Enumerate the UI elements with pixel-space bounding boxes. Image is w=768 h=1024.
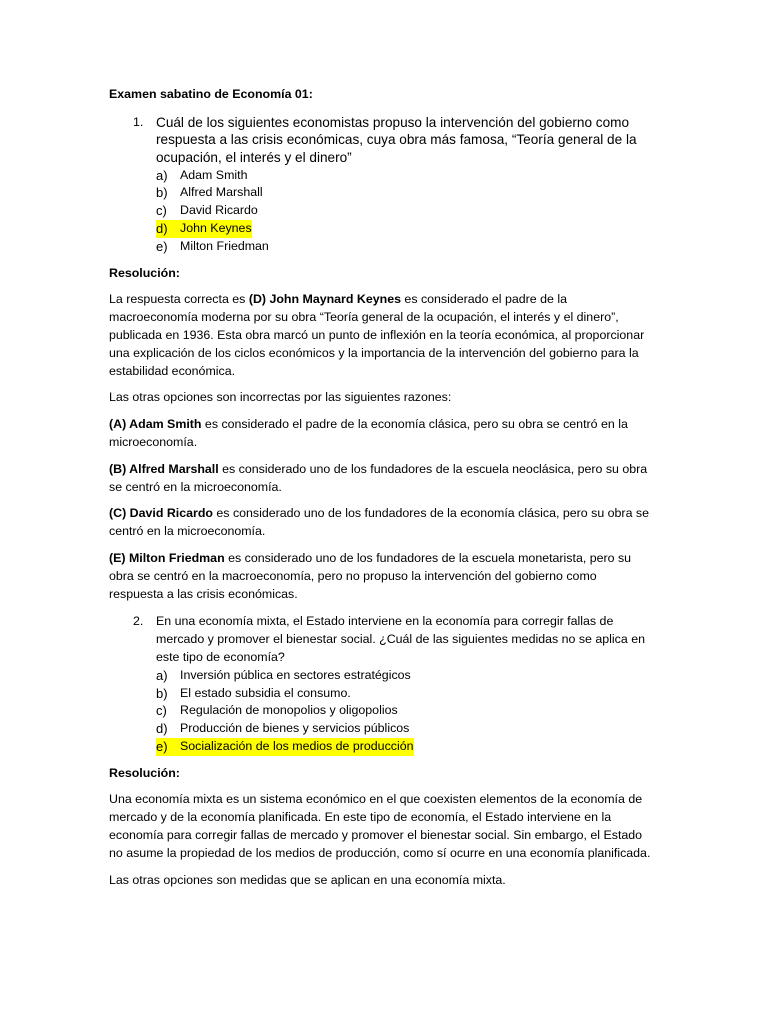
resolution-2-paragraph: Una economía mixta es un sistema económico en el que coexisten elementos de la economía de mercado y de la economía planificada. En este tipo de economía, el Estado interviene en la economía para corregir fallas de mercado y promover el bienestar social. Sin embargo, el Estado no asume la propiedad de los medios de producción, como sí ocurre en una economía planificada. bbox=[109, 792, 651, 860]
question-number: 1. bbox=[133, 114, 144, 129]
question-number: 2. bbox=[133, 614, 144, 629]
document-title: Examen sabatino de Economía 01: bbox=[109, 87, 313, 101]
question-text: En una economía mixta, el Estado interviene en la economía para corregir fallas de mercado y promover el bienestar social. ¿Cuál de las siguientes medidas no se aplica en este tipo de economía? bbox=[156, 614, 645, 664]
option-e-highlighted: e) Socialización de los medios de producción bbox=[156, 738, 414, 754]
resolution-heading-1: Resolución: bbox=[109, 265, 180, 280]
question-2 bbox=[109, 613, 654, 755]
resolution-1-paragraph: La respuesta correcta es (D) John Maynard Keynes es considerado el padre de la macroeconomía moderna por su obra “Teoría general de la ocupación, el interés y el dinero”, publicada en 1936. Esta obra marcó un punto de inflexión en la teoría económica, al proporcionar una explicación de los ciclos económicos y la importancia de la intervención del gobierno para la estabilidad económica. bbox=[109, 292, 645, 378]
option-c: c) David Ricardo bbox=[156, 203, 258, 219]
option-a: a) Inversión pública en sectores estratégicos bbox=[156, 667, 411, 683]
option-a: a) Adam Smith bbox=[156, 167, 248, 183]
option-c: c) Regulación de monopolios y oligopolios bbox=[156, 703, 398, 719]
document-page bbox=[109, 86, 654, 898]
question-text: Cuál de los siguientes economistas propuso la intervención del gobierno como respuesta a las crisis económicas, cuya obra más famosa, “Teoría general de la ocupación, el interés y el dinero” bbox=[156, 114, 637, 165]
resolution-1-intro-others: Las otras opciones son incorrectas por las siguientes razones: bbox=[109, 390, 452, 405]
options-list bbox=[156, 167, 654, 256]
resolution-heading-2: Resolución: bbox=[109, 765, 180, 780]
reason-a: (A) Adam Smith es considerado el padre de la economía clásica, pero su obra se centró en la microeconomía. bbox=[109, 417, 628, 449]
option-e: e) Milton Friedman bbox=[156, 238, 269, 254]
reason-b: (B) Alfred Marshall es considerado uno de los fundadores de la escuela neoclásica, pero su obra se centró en la microeconomía. bbox=[109, 461, 648, 494]
option-d: d) Producción de bienes y servicios públicos bbox=[156, 721, 410, 737]
question-1 bbox=[109, 114, 654, 256]
reason-e: (E) Milton Friedman es considerado uno de los fundadores de la escuela monetarista, pero su obra se centró en la macroeconomía, pero no propuso la intervención del gobierno como respuesta a las crisis económicas. bbox=[109, 550, 632, 601]
option-b: b) Alfred Marshall bbox=[156, 185, 263, 201]
option-d-highlighted: d) John Keynes bbox=[156, 220, 252, 236]
option-b: b) El estado subsidia el consumo. bbox=[156, 685, 351, 701]
resolution-2-closing: Las otras opciones son medidas que se aplican en una economía mixta. bbox=[109, 872, 506, 887]
options-list bbox=[156, 667, 654, 756]
reason-c: (C) David Ricardo es considerado uno de los fundadores de la economía clásica, pero su obra se centró en la microeconomía. bbox=[109, 506, 649, 539]
